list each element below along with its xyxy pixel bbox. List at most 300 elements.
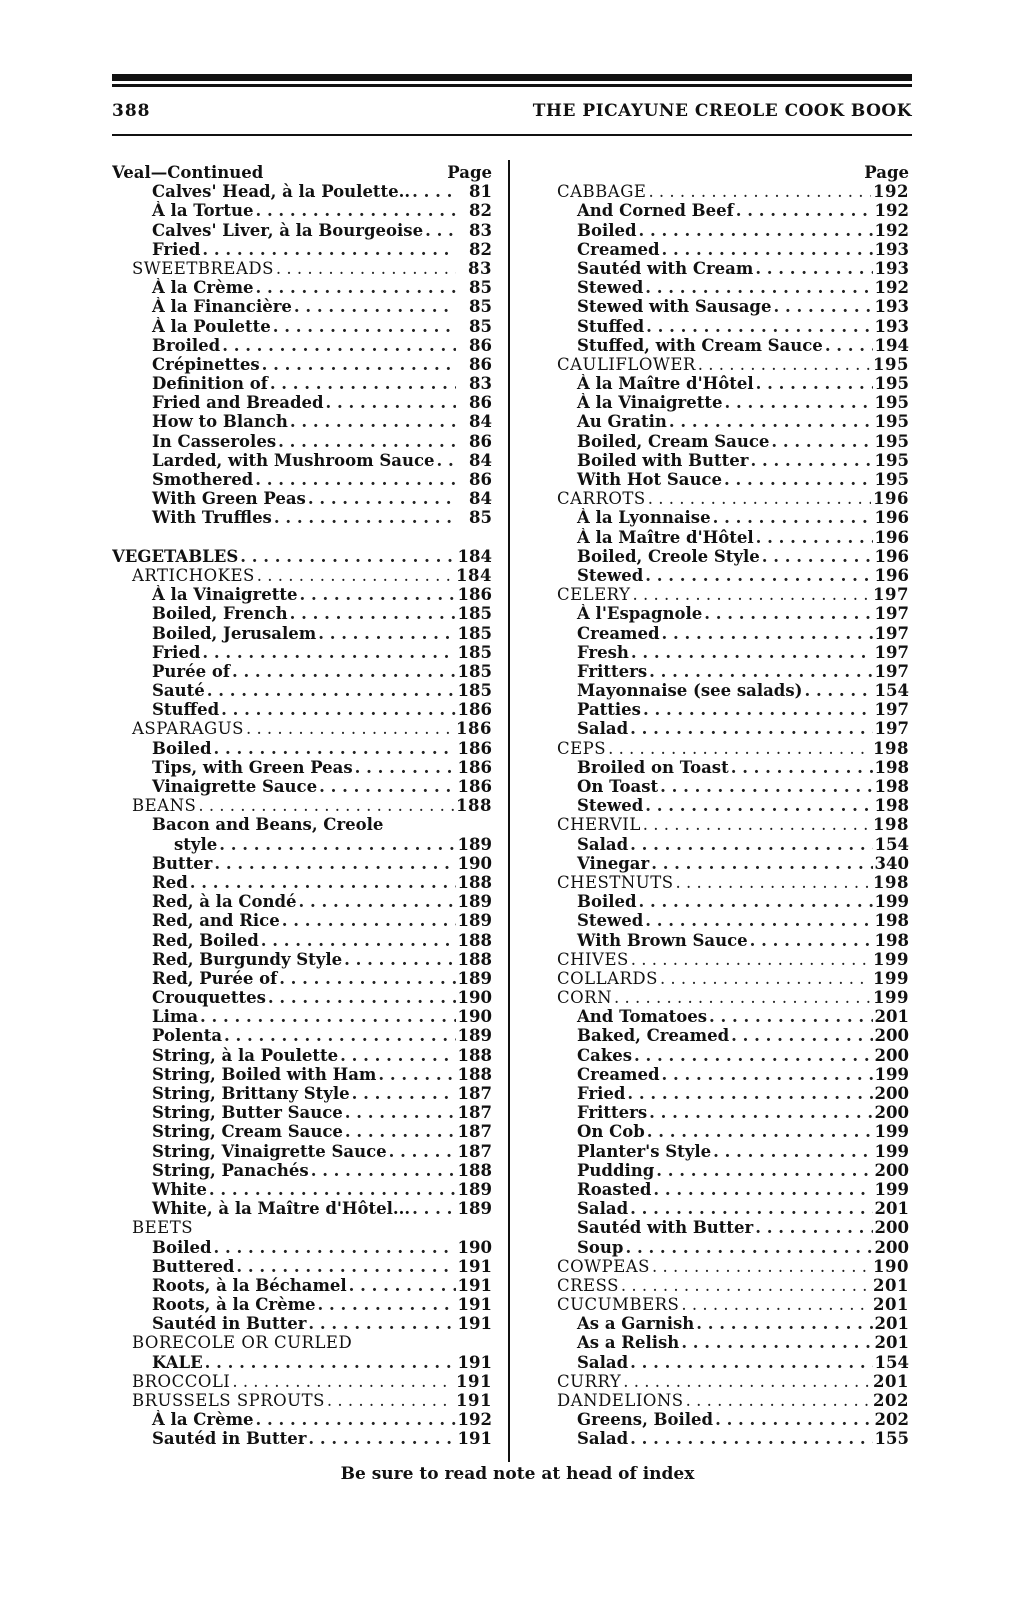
entry-text: À la Vinaigrette <box>152 585 298 605</box>
entry-text: Fried <box>152 239 201 259</box>
index-subentry <box>537 796 909 815</box>
dot-leader <box>648 489 871 508</box>
dot-leader <box>709 1007 873 1026</box>
dot-leader <box>299 585 455 604</box>
dot-leader <box>232 1372 454 1391</box>
index-subentry <box>112 412 492 431</box>
entry-text: Red, Boiled <box>152 930 259 950</box>
dot-leader <box>696 1314 872 1333</box>
dot-leader <box>662 240 873 259</box>
dot-leader <box>750 931 873 950</box>
dot-leader <box>308 1429 455 1448</box>
entry-page-number: 154 <box>874 1352 909 1372</box>
entry-text: Boiled, French <box>152 604 288 624</box>
entry-page-number: 189 <box>457 1199 492 1219</box>
dot-leader <box>345 1122 456 1141</box>
dot-leader <box>652 1257 871 1276</box>
entry-text: String, Butter Sauce <box>152 1103 343 1123</box>
dot-leader <box>639 892 873 911</box>
entry-page-number: 185 <box>457 623 492 643</box>
entry-text: Salad <box>577 1429 629 1449</box>
index-subentry <box>112 182 492 201</box>
dot-leader <box>825 336 873 355</box>
left-page-label: Page <box>447 163 492 182</box>
entry-text: Red <box>152 872 188 892</box>
entry-text: Salad <box>577 1199 629 1219</box>
dot-leader <box>651 854 872 873</box>
dot-leader <box>634 1046 873 1065</box>
entry-text: Cakes <box>577 1045 633 1065</box>
dot-leader <box>804 681 872 700</box>
entry-page-number: 187 <box>457 1103 492 1123</box>
entry-page-number: 195 <box>873 354 909 374</box>
entry-text: BRUSSELS SPROUTS <box>132 1391 325 1410</box>
dot-leader <box>762 547 873 566</box>
index-subentry <box>112 1314 492 1333</box>
entry-text: String, Boiled with Ham <box>152 1064 377 1084</box>
dot-leader <box>256 278 456 297</box>
entry-text: Broiled on Toast <box>577 757 729 777</box>
entry-page-number: 191 <box>457 1429 492 1449</box>
entry-text: Roots, à la Béchamel <box>152 1275 347 1295</box>
dot-leader <box>282 911 456 930</box>
index-subentry <box>537 662 909 681</box>
index-subentry <box>537 1314 909 1333</box>
entry-text: Stuffed <box>577 316 645 336</box>
entry-text: Stewed with Sausage <box>577 297 772 317</box>
index-subentry <box>112 336 492 355</box>
index-subentry <box>112 355 492 374</box>
entry-page-number: 184 <box>457 546 492 566</box>
entry-page-number: 201 <box>873 1275 909 1295</box>
dot-leader <box>202 643 455 662</box>
index-subentry <box>112 1046 492 1065</box>
entry-page-number: 200 <box>874 1045 909 1065</box>
entry-page-number: 190 <box>873 1256 909 1276</box>
dot-leader <box>240 547 455 566</box>
index-subentry <box>537 259 909 278</box>
entry-text: Calves' Liver, à la Bourgeoise <box>152 220 424 240</box>
entry-page-number: 196 <box>874 508 909 528</box>
entry-text: Stewed <box>577 565 644 585</box>
entry-text: ARTICHOKES <box>132 565 255 585</box>
entry-text: Red, à la Condé <box>152 892 297 912</box>
index-subentry <box>112 700 492 719</box>
index-subentry <box>112 317 492 336</box>
entry-text: As a Garnish <box>577 1314 695 1334</box>
entry-page-number: 201 <box>873 1295 909 1315</box>
dot-leader <box>771 432 872 451</box>
entry-text: À la Lyonnaise <box>577 508 711 528</box>
index-subentry <box>537 528 909 547</box>
entry-page-number: 201 <box>874 1007 909 1027</box>
entry-page-number: 195 <box>874 374 909 394</box>
dot-leader <box>681 1333 872 1352</box>
entry-text: Stewed <box>577 796 644 816</box>
entry-text: Fresh <box>577 642 629 662</box>
index-subentry <box>112 221 492 240</box>
index-subentry <box>537 566 909 585</box>
entry-page-number: 83 <box>468 258 492 278</box>
dot-leader <box>290 604 456 623</box>
right-entry-list <box>537 182 909 1448</box>
entry-text: À la Poulette <box>152 316 271 336</box>
entry-page-number: 199 <box>874 1141 909 1161</box>
index-subentry <box>537 393 909 412</box>
entry-text: style <box>174 834 218 854</box>
dot-leader <box>344 950 455 969</box>
entry-page-number: 189 <box>457 1179 492 1199</box>
dot-leader <box>340 1046 455 1065</box>
entry-page-number: 186 <box>457 700 492 720</box>
index-subentry <box>112 988 492 1007</box>
dot-leader <box>318 624 455 643</box>
entry-page-number: 191 <box>457 1314 492 1334</box>
entry-text: Mayonnaise (see salads) <box>577 681 803 701</box>
index-subentry <box>537 412 909 431</box>
entry-text: Boiled <box>152 738 212 758</box>
dot-leader <box>268 988 456 1007</box>
index-subentry <box>112 1161 492 1180</box>
entry-text: Roasted <box>577 1179 652 1199</box>
header-rule <box>112 134 912 136</box>
dot-leader <box>755 259 872 278</box>
entry-text: KALE <box>152 1352 203 1372</box>
index-subentry <box>537 700 909 719</box>
entry-page-number: 185 <box>457 661 492 681</box>
index-subentry <box>112 969 492 988</box>
index-subentry <box>537 451 909 470</box>
dot-leader <box>214 739 456 758</box>
entry-text: BEETS <box>132 1218 194 1238</box>
index-subentry <box>537 1238 909 1257</box>
dot-leader <box>625 1238 872 1257</box>
entry-text: À la Financière <box>152 297 292 317</box>
entry-page-number: 195 <box>874 412 909 432</box>
dot-leader <box>660 777 872 796</box>
entry-page-number: 192 <box>874 278 909 298</box>
entry-text: CELERY <box>557 585 631 605</box>
index-subentry <box>537 1007 909 1026</box>
entry-text: CORN <box>557 988 613 1008</box>
index-subentry <box>112 201 492 220</box>
entry-page-number: 191 <box>456 1391 492 1410</box>
dot-leader <box>698 355 871 374</box>
entry-text: White <box>152 1179 207 1199</box>
entry-page-number: 86 <box>469 393 492 413</box>
dot-leader <box>278 432 456 451</box>
entry-page-number: 190 <box>457 988 492 1008</box>
entry-page-number: 81 <box>469 182 492 202</box>
entry-page-number: 155 <box>874 1429 909 1449</box>
dot-leader <box>355 758 456 777</box>
entry-page-number: 340 <box>874 853 909 873</box>
dot-leader <box>643 815 871 834</box>
index-subentry <box>537 854 909 873</box>
entry-text: String, Panachés <box>152 1160 309 1180</box>
entry-text: With Hot Sauce <box>577 470 722 489</box>
dot-leader <box>623 1372 871 1391</box>
dot-leader <box>724 393 872 412</box>
entry-page-number: 189 <box>457 968 492 988</box>
dot-leader <box>378 1065 455 1084</box>
index-heading <box>537 585 909 604</box>
entry-page-number: 200 <box>874 1084 909 1103</box>
dot-leader <box>645 911 872 930</box>
index-subentry <box>537 374 909 393</box>
entry-page-number: 186 <box>456 719 492 739</box>
index-subentry <box>537 1084 909 1103</box>
running-title: THE PICAYUNE CREOLE COOK BOOK <box>532 101 912 121</box>
entry-page-number: 193 <box>874 316 909 336</box>
entry-page-number: 86 <box>469 431 492 451</box>
index-subentry <box>112 1410 492 1429</box>
index-subentry <box>112 892 492 911</box>
dot-leader <box>202 240 456 259</box>
dot-leader <box>645 566 872 585</box>
index-column-left <box>112 163 492 1449</box>
dot-leader <box>274 508 456 527</box>
entry-text: On Toast <box>577 777 659 796</box>
index-subentry <box>112 278 492 297</box>
index-subentry <box>537 835 909 854</box>
entry-text: As a Relish <box>577 1333 680 1353</box>
entry-page-number: 197 <box>873 585 909 605</box>
entry-page-number: 190 <box>457 1007 492 1027</box>
entry-page-number: 202 <box>874 1410 909 1430</box>
index-subentry <box>537 1026 909 1045</box>
dot-leader <box>255 470 456 489</box>
entry-text: Polenta <box>152 1026 223 1046</box>
index-subentry <box>112 1295 492 1314</box>
dot-leader <box>713 508 873 527</box>
entry-text: Red, Burgundy Style <box>152 949 343 969</box>
entry-page-number: 189 <box>457 892 492 912</box>
index-subentry <box>112 931 492 950</box>
entry-text: Sautéd in Butter <box>152 1429 307 1449</box>
entry-text: Creamed <box>577 239 660 259</box>
dot-leader <box>686 1391 871 1410</box>
entry-page-number: 86 <box>469 470 492 489</box>
index-subentry <box>112 777 492 796</box>
dot-leader <box>656 1161 872 1180</box>
index-subentry <box>112 1103 492 1122</box>
entry-text: Creamed <box>577 623 660 643</box>
entry-page-number: 185 <box>457 642 492 662</box>
entry-text: CURRY <box>557 1371 622 1391</box>
entry-text: CAULIFLOWER <box>557 354 696 374</box>
entry-page-number: 198 <box>873 872 909 892</box>
entry-page-number: 194 <box>874 335 909 355</box>
entry-text: À la Maître d'Hôtel <box>577 527 754 547</box>
dot-leader <box>412 182 456 201</box>
dot-leader <box>662 1065 873 1084</box>
entry-page-number: 186 <box>457 757 492 777</box>
entry-page-number: 198 <box>873 815 909 835</box>
entry-page-number: 185 <box>457 681 492 701</box>
entry-page-number: 83 <box>469 374 492 394</box>
entry-text: Boiled <box>152 1237 212 1257</box>
entry-page-number: 198 <box>874 930 909 950</box>
index-subentry <box>537 758 909 777</box>
index-subentry <box>112 624 492 643</box>
index-heading <box>537 1391 909 1410</box>
entry-page-number: 199 <box>873 968 909 988</box>
index-subentry <box>112 739 492 758</box>
entry-page-number: 195 <box>874 470 909 489</box>
index-subentry <box>537 1429 909 1448</box>
entry-text: Sautéd in Butter <box>152 1314 307 1334</box>
entry-text: Soup <box>577 1237 624 1257</box>
index-subentry <box>112 1199 492 1218</box>
entry-text: Fritters <box>577 1103 648 1123</box>
dot-leader <box>270 374 456 393</box>
entry-text: Pudding <box>577 1160 655 1180</box>
index-heading <box>112 796 492 815</box>
entry-page-number: 199 <box>874 892 909 912</box>
entry-page-number: 188 <box>457 1160 492 1180</box>
entry-page-number: 196 <box>873 489 909 509</box>
dot-leader <box>643 700 873 719</box>
entry-page-number: 195 <box>874 450 909 470</box>
entry-text: DANDELIONS <box>557 1391 684 1410</box>
index-subentry <box>112 1353 492 1372</box>
entry-text: Lima <box>152 1007 199 1027</box>
entry-text: And Tomatoes <box>577 1007 708 1027</box>
entry-text: Broiled <box>152 335 221 355</box>
entry-text: Sautéd with Butter <box>577 1218 754 1238</box>
entry-text: CRESS <box>557 1275 619 1295</box>
dot-leader <box>646 317 872 336</box>
dot-leader <box>319 777 455 796</box>
entry-page-number: 86 <box>469 354 492 374</box>
dot-leader <box>632 585 871 604</box>
dot-leader <box>352 1084 456 1103</box>
entry-text: COLLARDS <box>557 968 658 988</box>
dot-leader <box>412 1199 455 1218</box>
dot-leader <box>214 1238 456 1257</box>
index-heading <box>112 1218 492 1237</box>
entry-text: Purée of <box>152 661 230 681</box>
entry-text: Calves' Head, à la Poulette.. <box>152 182 411 202</box>
index-subentry <box>537 681 909 700</box>
entry-page-number: 188 <box>457 1045 492 1065</box>
dot-leader <box>311 1161 456 1180</box>
index-subentry <box>537 1353 909 1372</box>
dot-leader <box>200 1007 456 1026</box>
entry-text: And Corned Beef <box>577 201 734 221</box>
entry-page-number: 187 <box>457 1122 492 1142</box>
index-heading <box>537 1257 909 1276</box>
entry-page-number: 196 <box>874 527 909 547</box>
entry-text: Stuffed, with Cream Sauce <box>577 335 823 355</box>
dot-leader <box>662 624 873 643</box>
entry-page-number: 192 <box>874 201 909 221</box>
entry-page-number: 199 <box>874 1179 909 1199</box>
top-double-rule-thin <box>112 84 912 87</box>
dot-leader <box>221 700 455 719</box>
index-subentry <box>537 547 909 566</box>
index-subentry <box>537 1046 909 1065</box>
entry-text: On Cob <box>577 1122 645 1142</box>
dot-leader <box>621 1276 871 1295</box>
dot-leader <box>660 969 871 988</box>
dot-leader <box>436 451 456 470</box>
entry-page-number: 191 <box>457 1256 492 1276</box>
index-subentry <box>537 317 909 336</box>
entry-page-number: 186 <box>457 777 492 796</box>
entry-page-number: 85 <box>469 278 492 298</box>
entry-page-number: 197 <box>874 719 909 739</box>
entry-text: Smothered <box>152 470 254 489</box>
index-heading <box>112 259 492 278</box>
dot-leader <box>257 566 454 585</box>
entry-text: Definition of <box>152 374 268 394</box>
dot-leader <box>750 451 872 470</box>
dot-leader <box>276 259 456 278</box>
entry-page-number: 199 <box>874 1122 909 1142</box>
entry-page-number: 84 <box>469 489 492 509</box>
entry-page-number: 189 <box>457 834 492 854</box>
dot-leader <box>631 643 873 662</box>
entry-page-number: 189 <box>457 911 492 931</box>
right-page-label: Page <box>864 163 909 182</box>
index-subentry <box>112 835 492 854</box>
dot-leader <box>704 604 872 623</box>
entry-text: String, Cream Sauce <box>152 1122 343 1142</box>
entry-text: CUCUMBERS <box>557 1295 680 1315</box>
entry-page-number: 193 <box>874 297 909 317</box>
page-number: 388 <box>112 101 151 121</box>
entry-page-number: 197 <box>874 661 909 681</box>
dot-leader <box>326 393 456 412</box>
entry-text: String, à la Poulette <box>152 1045 339 1065</box>
index-subentry <box>537 624 909 643</box>
entry-page-number: 188 <box>457 1064 492 1084</box>
dot-leader <box>290 412 456 431</box>
index-subentry <box>112 1276 492 1295</box>
dot-leader <box>630 835 872 854</box>
dot-leader <box>724 470 873 489</box>
dot-leader <box>198 796 454 815</box>
dot-leader <box>731 758 873 777</box>
entry-page-number: 198 <box>874 911 909 931</box>
entry-text: COWPEAS <box>557 1256 650 1276</box>
index-subentry <box>537 432 909 451</box>
index-subentry <box>112 758 492 777</box>
index-subentry <box>112 451 492 470</box>
entry-page-number: 188 <box>457 930 492 950</box>
dot-leader <box>631 950 871 969</box>
dot-leader <box>209 1180 456 1199</box>
entry-text: Stuffed <box>152 700 220 720</box>
index-subentry <box>112 1180 492 1199</box>
index-column-right <box>537 163 909 1449</box>
dot-leader <box>308 1314 455 1333</box>
dot-leader <box>224 1026 456 1045</box>
dot-leader <box>614 988 871 1007</box>
index-heading <box>537 355 909 374</box>
entry-page-number: 196 <box>874 565 909 585</box>
entry-page-number: 154 <box>874 834 909 854</box>
index-subentry <box>537 470 909 489</box>
index-subentry <box>537 777 909 796</box>
index-subentry <box>537 1410 909 1429</box>
index-subentry <box>537 1199 909 1218</box>
entry-text: À l'Espagnole <box>577 604 703 624</box>
entry-text: Buttered <box>152 1256 235 1276</box>
entry-page-number: 199 <box>873 988 909 1008</box>
